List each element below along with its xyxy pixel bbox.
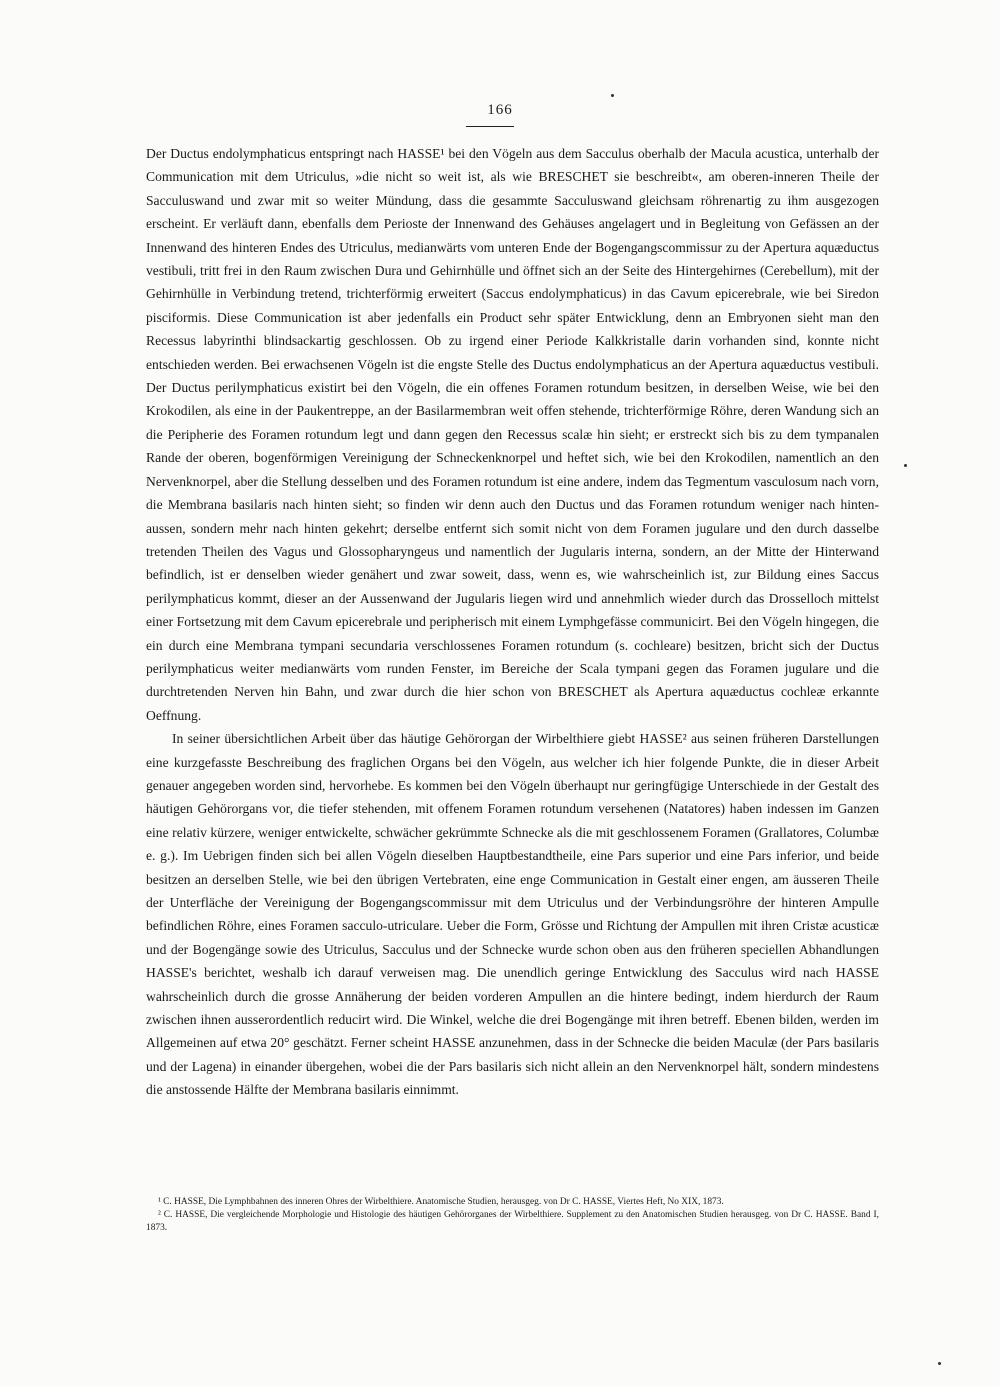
page-number-rule [466, 126, 514, 127]
footnote-1: ¹ C. HASSE, Die Lymphbahnen des inneren Ohres der Wirbelthiere. Anatomische Studien, herausgeg. von Dr C. HASSE, Viertes Heft, No XIX, 1873. [158, 1197, 724, 1207]
scan-speck [904, 464, 907, 467]
body-text [146, 142, 879, 1102]
paragraph-hasse-summary: In seiner übersichtlichen Arbeit über das häutige Gehörorgan der Wirbelthiere giebt HASSE² aus seinen früheren Darstellungen eine kurzgefasste Beschreibung des fraglichen Organs bei den Vögeln, aus welcher ich hier folgende Punkte, die in dieser Arbeit genauer angegeben worden sind, hervorhebe. Es kommen bei den Vögeln überhaupt nur geringfügige Unterschiede in der Gestalt des häutigen Gehörorgans vor, die tiefer stehenden, mit offenem Foramen rotundum versehenen (Natatores) haben indessen im Ganzen eine relativ kürzere, weniger entwickelte, schwächer gekrümmte Schnecke als die mit geschlossenem Foramen (Grallatores, Columbæ e. g.). Im Uebrigen finden sich bei allen Vögeln dieselben Hauptbestandtheile, eine Pars superior und eine Pars inferior, und beide besitzen an derselben Stelle, wie bei den übrigen Vertebraten, eine enge Communication in Gestalt einer engen, am äusseren Theile der Unterfläche der Vereinigung der Bogengangscommissur mit dem Utriculus und der Verbindungsröhre der hinteren Ampulle befindlichen Röhre, eines Foramen sacculo-utriculare. Ueber die Form, Grösse und Richtung der Ampullen mit ihren Cristæ acusticæ und der Bogengänge sowie des Utriculus, Sacculus und der Schnecke wurde schon oben aus den früheren speciellen Abhandlungen HASSE's berichtet, weshalb ich darauf verweisen mag. Die unendlich geringe Entwicklung des Sacculus wird nach HASSE wahrscheinlich durch die grosse Annäherung der beiden vorderen Ampullen an die hintere bedingt, indem hierdurch der Raum zwischen ihnen ausserordentlich reducirt wird. Die Winkel, welche die drei Bogengänge mit ihren betreff. Ebenen bilden, werden im Allgemeinen auf etwa 20° geschätzt. Ferner scheint HASSE anzunehmen, dass in der Schnecke die beiden Maculæ (der Pars basilaris und der Lagena) in einander übergehen, wobei die der Pars basilaris sich nicht allein an den Nervenknorpel hält, sondern mindestens die anstossende Hälfte der Membrana basilaris einnimmt. [146, 731, 879, 1098]
footnotes [146, 1196, 879, 1234]
page-number: 166 [487, 102, 513, 118]
scan-speck [611, 94, 614, 97]
paragraph-ductus: Der Ductus endolymphaticus entspringt nach HASSE¹ bei den Vögeln aus dem Sacculus oberhalb der Macula acustica, unterhalb der Communication mit dem Utriculus, »die nicht so weit ist, als wie BRESCHET sie beschreibt«, am oberen-inneren Theile der Sacculuswand und zwar mit so weiter Mündung, dass die gesammte Sacculuswand gleichsam röhrenartig zu ihm ausgezogen erscheint. Er verläuft dann, ebenfalls dem Perioste der Innenwand des Gehäuses angelagert und in Begleitung von Gefässen an der Innenwand des hinteren Endes des Utriculus, medianwärts vom unteren Ende der Bogengangscommissur zu der Apertura aquæductus vestibuli, tritt frei in den Raum zwischen Dura und Gehirnhülle und öffnet sich an der Seite des Hintergehirnes (Cerebellum), mit der Gehirnhülle in Verbindung tretend, trichterförmig erweitert (Saccus endolymphaticus) in das Cavum epicerebrale, wie bei Siredon pisciformis. Diese Communication ist aber jedenfalls ein Product sehr später Entwicklung, denn an Embryonen sieht man den Recessus labyrinthi blindsackartig geschlossen. Ob zu irgend einer Periode Kalkkristalle darin vorhanden sind, konnte nicht entschieden werden. Bei erwachsenen Vögeln ist die engste Stelle des Ductus endolymphaticus an der Apertura aquæductus vestibuli. Der Ductus perilymphaticus existirt bei den Vögeln, die ein offenes Foramen rotundum besitzen, in derselben Weise, wie bei den Krokodilen, als eine in der Paukentreppe, an der Basilarmembran weit offen stehende, trichterförmige Röhre, deren Wandung sich an die Peripherie des Foramen rotundum legt und dann gegen den Recessus scalæ hin sieht; er erstreckt sich bis zu dem tympanalen Rande der oberen, bogenförmigen Vereinigung der Schneckenknorpel und heftet sich, wie bei den Krokodilen, namentlich an den Nervenknorpel, aber die Stellung desselben und des Foramen rotundum ist eine andere, indem das Tegmentum vasculosum nach vorn, die Membrana basilaris nach hinten sieht; so finden wir denn auch den Ductus und das Foramen rotundum weniger nach hinten-aussen, sondern mehr nach hinten gekehrt; derselbe entfernt sich somit nicht von dem Foramen jugulare und den durch dasselbe tretenden Theilen des Vagus und Glossopharyngeus und namentlich der Jugularis interna, sondern, an der Mitte der Hinterwand befindlich, ist er denselben wieder genähert und zwar soweit, dass, wenn es, wie wahrscheinlich ist, zur Bildung eines Saccus perilymphaticus kommt, dieser an der Aussenwand der Jugularis liegen wird und annehmlich wieder durch das Drosselloch mittelst einer Fortsetzung mit dem Cavum epicerebrale und peripherisch mit einem Lymphgefässe communicirt. Bei den Vögeln hingegen, die ein durch eine Membrana tympani secundaria verschlossenes Foramen rotundum (s. cochleare) besitzen, bricht sich der Ductus perilymphaticus weiter medianwärts vom runden Fenster, im Bereiche der Scala tympani gegen das Foramen jugulare und die durchtretenden Nerven hin Bahn, und zwar durch die hier schon von BRESCHET als Apertura aquæductus cochleæ erkannte Oeffnung. [146, 146, 879, 723]
footnote-2: ² C. HASSE, Die vergleichende Morphologie und Histologie des häutigen Gehörorganes der Wirbelthiere. Supplement zu den Anatomischen Studien herausgeg. von Dr C. HASSE. Band I, 1873. [146, 1209, 879, 1233]
scan-speck [938, 1362, 941, 1365]
